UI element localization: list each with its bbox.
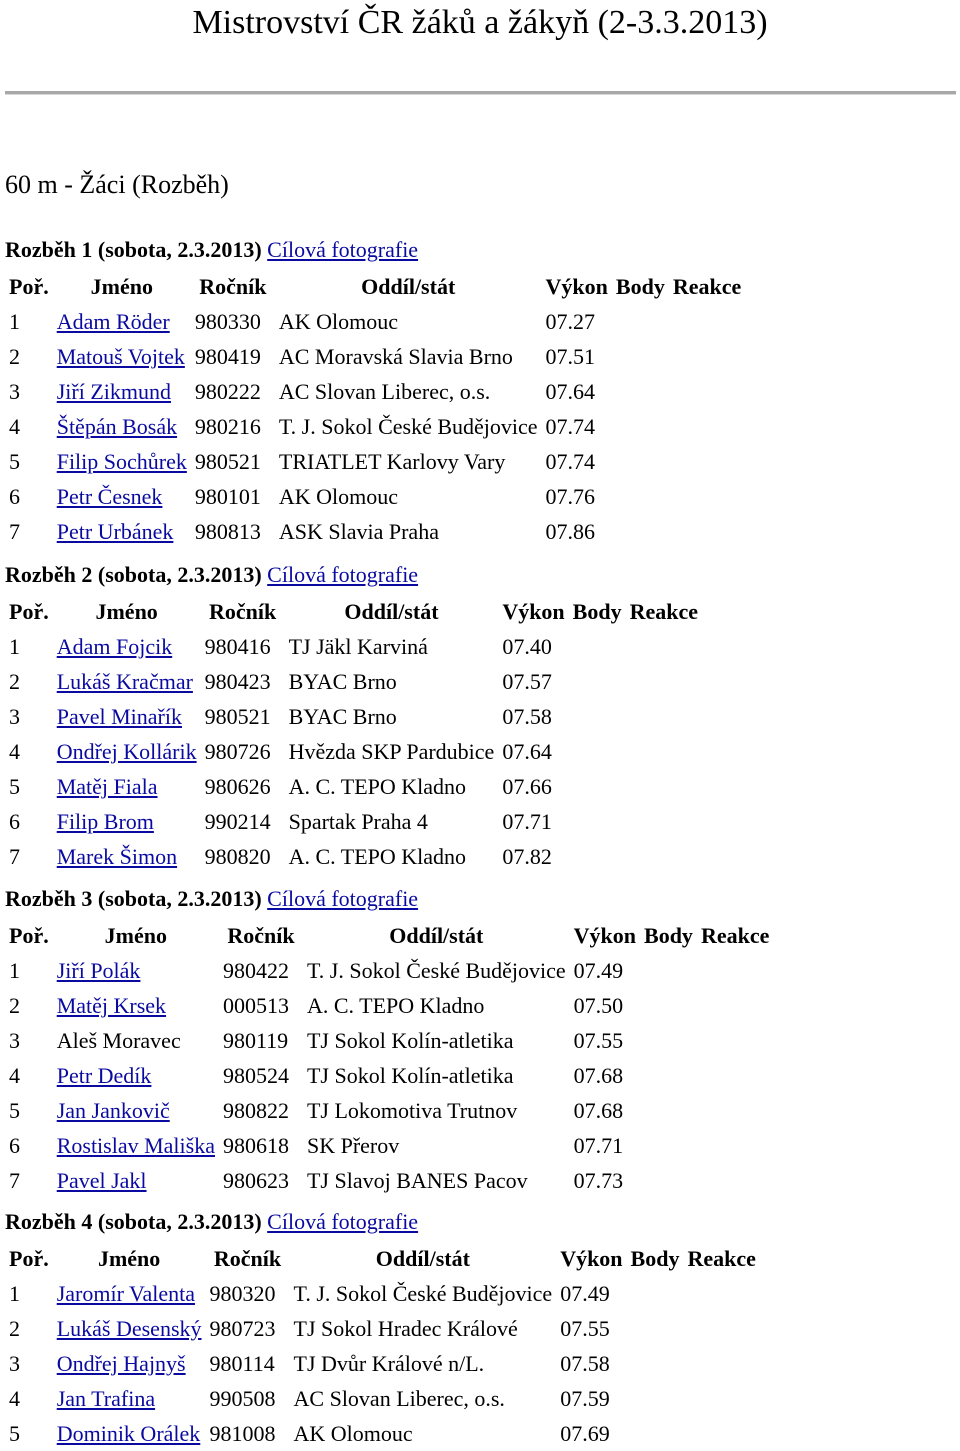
athlete-name-cell [53,769,201,804]
col-reaction-header: Reakce [672,274,742,299]
finish-photo-link[interactable]: Cílová fotografie [267,237,419,262]
col-name-header: Jméno [90,274,153,299]
athlete-name-cell [53,304,191,339]
table-row [5,804,702,839]
athlete-link[interactable]: Rostislav Mališka [56,1133,215,1158]
position-cell: 4 [9,1063,20,1088]
position-cell: 2 [9,1316,20,1341]
club-cell: AC Moravská Slavia Brno [278,344,513,369]
time-cell: 07.68 [573,1063,624,1088]
club-cell: AK Olomouc [278,484,399,509]
birth-code-cell: 000513 [222,993,289,1018]
table-row [5,444,745,479]
athlete-link[interactable]: Dominik Orálek [56,1421,201,1446]
table-row [5,339,745,374]
reaction-cell [626,664,702,699]
athlete-link[interactable]: Matěj Fiala [56,774,158,799]
position-cell: 7 [9,844,20,869]
col-time-header: Výkon [545,274,608,299]
col-points-header: Body [644,923,693,948]
reaction-cell [683,1346,759,1381]
club-cell: Spartak Praha 4 [288,809,428,834]
points-cell [612,339,669,374]
club-cell: BYAC Brno [288,669,397,694]
club-cell: A. C. TEPO Kladno [306,993,485,1018]
col-name-header: Jméno [95,599,158,624]
birth-code-cell: 980813 [194,519,261,544]
club-cell: AC Slovan Liberec, o.s. [293,1386,505,1411]
athlete-name-cell [53,988,219,1023]
heat-title: Rozběh 3 (sobota, 2.3.2013) [5,886,262,911]
athlete-name-cell [53,409,191,444]
col-reaction-header: Reakce [700,923,770,948]
position-cell: 2 [9,669,20,694]
heat-header [5,231,955,269]
finish-photo-link[interactable]: Cílová fotografie [267,1209,419,1234]
reaction-cell [626,629,702,664]
points-cell [612,514,669,549]
time-cell: 07.49 [573,958,624,983]
athlete-name-cell [53,699,201,734]
athlete-name-cell [53,514,191,549]
birth-code-cell: 980114 [209,1351,275,1376]
athlete-link[interactable]: Štěpán Bosák [56,414,178,439]
athlete-name-cell [53,374,191,409]
birth-code-cell: 980101 [194,484,261,509]
points-cell [569,769,626,804]
points-cell [612,304,669,339]
position-cell: 4 [9,1386,20,1411]
club-cell: A. C. TEPO Kladno [288,774,467,799]
position-cell: 1 [9,309,20,334]
position-cell: 7 [9,519,20,544]
time-cell: 07.82 [502,844,552,869]
heat-header [5,556,955,594]
reaction-cell [683,1311,759,1346]
position-cell: 6 [9,809,20,834]
time-cell: 07.58 [502,704,552,729]
position-cell: 6 [9,1133,20,1158]
time-cell: 07.71 [502,809,552,834]
col-time-header: Výkon [573,923,637,948]
birth-code-cell: 980822 [222,1098,289,1123]
reaction-cell [626,734,702,769]
athlete-link[interactable]: Jan Jankovič [56,1098,170,1123]
time-cell: 07.64 [545,379,596,404]
athlete-link[interactable]: Jan Trafina [56,1386,156,1411]
time-cell: 07.66 [502,774,552,799]
club-cell: TJ Lokomotiva Trutnov [306,1098,518,1123]
heat-title: Rozběh 4 (sobota, 2.3.2013) [5,1209,262,1234]
table-row [5,1416,760,1451]
position-cell: 2 [9,993,20,1018]
athlete-link[interactable]: Lukáš Desenský [56,1316,202,1341]
table-row [5,304,745,339]
results-table [5,1241,760,1451]
points-cell [627,1381,684,1416]
table-row [5,1128,773,1163]
event-title: 60 m - Žáci (Rozběh) [5,170,229,199]
birth-code-cell: 980726 [204,739,271,764]
birth-code-cell: 980626 [204,774,271,799]
reaction-cell [697,953,773,988]
athlete-name-cell [53,444,191,479]
reaction-cell [669,444,745,479]
reaction-cell [669,339,745,374]
time-cell: 07.51 [545,344,596,369]
points-cell [569,629,626,664]
table-row [5,1346,760,1381]
table-row [5,629,702,664]
time-cell: 07.55 [560,1316,610,1341]
athlete-name-cell [53,1346,206,1381]
club-cell: TRIATLET Karlovy Vary [278,449,506,474]
time-cell: 07.74 [545,414,596,439]
club-cell: T. J. Sokol České Budějovice [306,958,566,983]
club-cell: Hvězda SKP Pardubice [288,739,495,764]
time-cell: 07.59 [560,1386,610,1411]
time-cell: 07.68 [573,1098,624,1123]
club-cell: AK Olomouc [278,309,399,334]
birth-code-cell: 980723 [209,1316,276,1341]
points-cell [569,699,626,734]
birth-code-cell: 980524 [222,1063,289,1088]
position-cell: 4 [9,414,20,439]
position-cell: 5 [9,1098,20,1123]
reaction-cell [697,1023,773,1058]
birth-code-cell: 980222 [194,379,261,404]
club-cell: AC Slovan Liberec, o.s. [278,379,491,404]
athlete-name-cell [53,1416,206,1451]
position-cell: 1 [9,1281,20,1306]
time-cell: 07.74 [545,449,596,474]
col-year-header: Ročník [213,1246,282,1271]
table-row [5,1163,773,1198]
club-cell: AK Olomouc [293,1421,413,1446]
time-cell: 07.58 [560,1351,610,1376]
athlete-name-cell [53,1093,219,1128]
position-cell: 1 [9,958,20,983]
athlete-link[interactable]: Ondřej Kollárik [56,739,197,764]
athlete-name-cell [53,664,201,699]
reaction-cell [697,1163,773,1198]
birth-code-cell: 980330 [194,309,261,334]
heat-header [5,1203,955,1241]
reaction-cell [697,1058,773,1093]
table-row [5,1058,773,1093]
col-club-header: Oddíl/stát [375,1246,470,1271]
position-cell: 3 [9,379,20,404]
points-cell [569,804,626,839]
col-time-header: Výkon [502,599,565,624]
time-cell: 07.27 [545,309,596,334]
athlete-name-cell [53,804,201,839]
points-cell [569,839,626,874]
col-year-header: Ročník [227,923,295,948]
reaction-cell [626,769,702,804]
col-club-header: Oddíl/stát [361,274,456,299]
finish-photo-link[interactable]: Cílová fotografie [267,886,419,911]
athlete-name-cell [53,839,201,874]
heat-header [5,880,955,918]
position-cell: 3 [9,1028,20,1053]
table-row [5,988,773,1023]
reaction-cell [669,479,745,514]
time-cell: 07.64 [502,739,552,764]
athlete-link[interactable]: Jiří Polák [56,958,141,983]
points-cell [612,479,669,514]
position-cell: 2 [9,344,20,369]
athlete-name-cell [53,1311,206,1346]
table-row [5,769,702,804]
points-cell [640,988,697,1023]
birth-code-cell: 980820 [204,844,271,869]
col-club-header: Oddíl/stát [389,923,484,948]
club-cell: TJ Slavoj BANES Pacov [306,1168,528,1193]
table-row [5,664,702,699]
position-cell: 5 [9,449,20,474]
heat-title: Rozběh 2 (sobota, 2.3.2013) [5,562,262,587]
birth-code-cell: 980416 [204,634,271,659]
athlete-link[interactable]: Matouš Vojtek [56,344,185,369]
athlete-name-cell [53,1163,219,1198]
reaction-cell [669,409,745,444]
time-cell: 07.76 [545,484,596,509]
athlete-link[interactable]: Lukáš Kračmar [56,669,193,694]
athlete-name-cell [53,629,201,664]
points-cell [612,444,669,479]
athlete-link[interactable]: Pavel Jakl [56,1168,147,1193]
col-name-header: Jméno [104,923,167,948]
birth-code-cell: 980521 [194,449,261,474]
athlete-link[interactable]: Petr Urbánek [56,519,174,544]
table-row [5,699,702,734]
col-club-header: Oddíl/stát [344,599,439,624]
points-cell [627,1346,684,1381]
results-table [5,918,773,1198]
col-points-header: Body [630,1246,680,1271]
athlete-link[interactable]: Adam Röder [56,309,170,334]
birth-code-cell: 980423 [204,669,271,694]
position-cell: 7 [9,1168,20,1193]
athlete-name: Aleš Moravec [56,1028,181,1053]
col-points-header: Body [615,274,665,299]
birth-code-cell: 980623 [222,1168,289,1193]
finish-photo-link[interactable]: Cílová fotografie [267,562,419,587]
points-cell [640,1023,697,1058]
reaction-cell [669,374,745,409]
col-points-header: Body [572,599,622,624]
position-cell: 3 [9,1351,20,1376]
time-cell: 07.55 [573,1028,624,1053]
time-cell: 07.71 [573,1133,624,1158]
birth-code-cell: 980419 [194,344,261,369]
col-position-header: Poř. [9,1246,49,1271]
athlete-link[interactable]: Filip Brom [56,809,154,834]
col-position-header: Poř. [9,923,49,948]
table-header-row [5,594,702,629]
athlete-name-cell [53,479,191,514]
col-year-header: Ročník [208,599,277,624]
col-reaction-header: Reakce [629,599,699,624]
table-row [5,953,773,988]
col-position-header: Poř. [9,599,49,624]
page-title: Mistrovství ČR žáků a žákyň (2-3.3.2013) [192,4,768,41]
table-row [5,1381,760,1416]
table-row [5,1276,760,1311]
birth-code-cell: 980521 [204,704,271,729]
club-cell: SK Přerov [306,1133,400,1158]
points-cell [627,1276,684,1311]
table-header-row [5,918,773,953]
athlete-link[interactable]: Jiří Zikmund [56,379,171,404]
birth-code-cell: 980618 [222,1133,289,1158]
athlete-link[interactable]: Adam Fojcik [56,634,173,659]
athlete-link[interactable]: Matěj Krsek [56,993,167,1018]
points-cell [569,734,626,769]
table-row [5,374,745,409]
col-reaction-header: Reakce [687,1246,756,1271]
club-cell: A. C. TEPO Kladno [288,844,467,869]
table-header-row [5,269,745,304]
points-cell [627,1311,684,1346]
club-cell: BYAC Brno [288,704,397,729]
athlete-name-cell [53,1276,206,1311]
time-cell: 07.49 [560,1281,610,1306]
col-position-header: Poř. [9,274,49,299]
reaction-cell [669,514,745,549]
heat-section [5,880,955,1198]
points-cell [640,1058,697,1093]
athlete-link[interactable]: Ondřej Hajnyš [56,1351,186,1376]
birth-code-cell: 980422 [222,958,289,983]
points-cell [640,1093,697,1128]
reaction-cell [683,1276,759,1311]
col-year-header: Ročník [199,274,267,299]
club-cell: TJ Dvůr Králové n/L. [293,1351,485,1376]
table-header-row [5,1241,760,1276]
reaction-cell [626,839,702,874]
results-table [5,269,745,549]
athlete-link[interactable]: Petr Česnek [56,484,163,509]
position-cell: 3 [9,704,20,729]
athlete-link[interactable]: Petr Dedík [56,1063,152,1088]
table-row [5,1023,773,1058]
time-cell: 07.40 [502,634,552,659]
position-cell: 5 [9,1421,20,1446]
points-cell [640,953,697,988]
athlete-link[interactable]: Marek Šimon [56,844,178,869]
time-cell: 07.86 [545,519,596,544]
birth-code-cell: 980320 [209,1281,276,1306]
heat-section [5,556,955,874]
position-cell: 4 [9,739,20,764]
points-cell [612,374,669,409]
athlete-name-cell [53,734,201,769]
athlete-link[interactable]: Filip Sochůrek [56,449,187,474]
table-row [5,734,702,769]
athlete-name-cell [53,1058,219,1093]
club-cell: T. J. Sokol České Budějovice [293,1281,553,1306]
points-cell [640,1163,697,1198]
heat-section [5,231,955,549]
birth-code-cell: 981008 [209,1421,276,1446]
col-time-header: Výkon [560,1246,623,1271]
reaction-cell [697,1093,773,1128]
reaction-cell [697,1128,773,1163]
table-row [5,1311,760,1346]
birth-code-cell: 980119 [222,1028,289,1053]
reaction-cell [669,304,745,339]
club-cell: TJ Sokol Hradec Králové [293,1316,518,1341]
heat-section [5,1203,955,1451]
club-cell: ASK Slavia Praha [278,519,439,544]
athlete-name-cell [53,953,219,988]
birth-code-cell: 990214 [204,809,271,834]
athlete-name-cell [53,1381,206,1416]
results-table [5,594,702,874]
athlete-link[interactable]: Pavel Minařík [56,704,182,729]
points-cell [640,1128,697,1163]
table-row [5,514,745,549]
club-cell: TJ Jäkl Karviná [288,634,428,659]
birth-code-cell: 980216 [194,414,261,439]
reaction-cell [626,804,702,839]
time-cell: 07.73 [573,1168,624,1193]
time-cell: 07.69 [560,1421,610,1446]
birth-code-cell: 990508 [209,1386,276,1411]
horizontal-rule [5,91,956,95]
athlete-link[interactable]: Jaromír Valenta [56,1281,195,1306]
position-cell: 5 [9,774,20,799]
position-cell: 6 [9,484,20,509]
club-cell: T. J. Sokol České Budějovice [278,414,538,439]
time-cell: 07.57 [502,669,552,694]
reaction-cell [683,1416,759,1451]
table-row [5,479,745,514]
club-cell: TJ Sokol Kolín-atletika [306,1063,514,1088]
reaction-cell [683,1381,759,1416]
reaction-cell [626,699,702,734]
time-cell: 07.50 [573,993,624,1018]
athlete-name-cell [53,1128,219,1163]
club-cell: TJ Sokol Kolín-atletika [306,1028,514,1053]
table-row [5,409,745,444]
points-cell [627,1416,684,1451]
table-row [5,839,702,874]
points-cell [569,664,626,699]
col-name-header: Jméno [97,1246,161,1271]
position-cell: 1 [9,634,20,659]
heat-title: Rozběh 1 (sobota, 2.3.2013) [5,237,262,262]
table-row [5,1093,773,1128]
reaction-cell [697,988,773,1023]
points-cell [612,409,669,444]
athlete-name-cell [53,339,191,374]
